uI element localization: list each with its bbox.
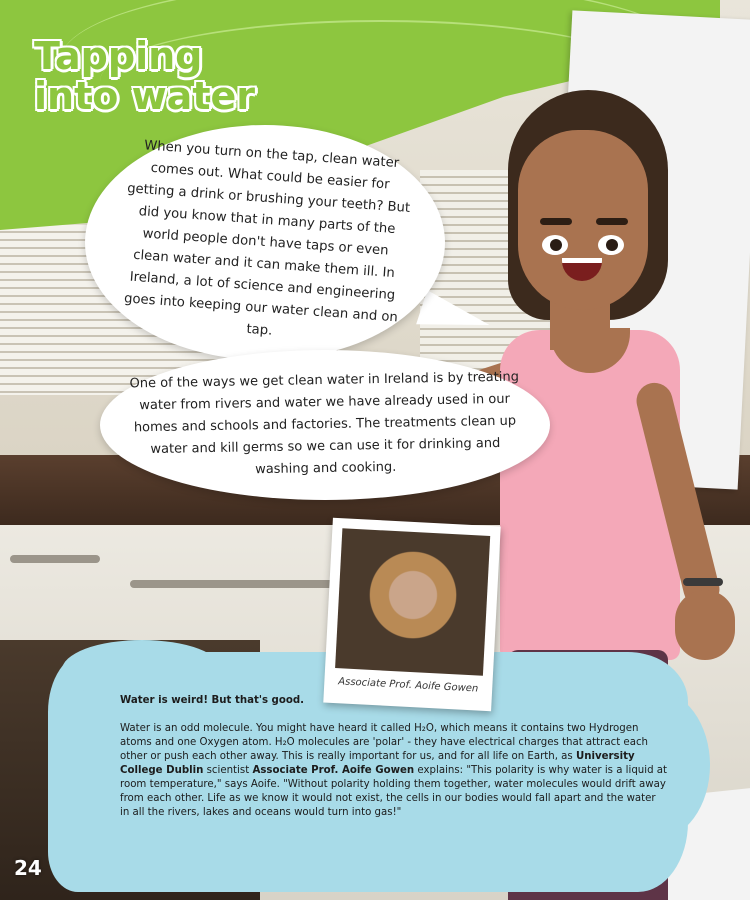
scientist-name: Associate Prof. Aoife Gowen	[252, 765, 415, 776]
info-text: Water is an odd molecule. You might have heard it called H₂O, which means it contains two Hydrogen atoms and one Oxygen atom. H₂O molecules are 'polar' - they have electrical charges that attract each other or push each other away. This is really important for us, and for all life on Earth, as	[120, 723, 648, 762]
portrait-image	[335, 528, 490, 676]
title-line-2: into water	[34, 74, 256, 118]
eye	[542, 235, 568, 255]
info-text-box	[120, 694, 668, 834]
cabinet-handle	[130, 580, 350, 588]
speech-bubble-treatment	[100, 350, 550, 500]
speech-bubble-treatment-text: One of the ways we get clean water in Ireland is by treating water from rivers and water we have already used in our homes and schools and factories. The treatments clean up water and kill germs so we can use it for drinking and washing and cooking.	[129, 369, 520, 478]
info-text: scientist	[203, 765, 253, 776]
water-splash-drop	[62, 640, 222, 700]
eye	[598, 235, 624, 255]
page-title	[34, 36, 255, 116]
cabinet-handle	[10, 555, 100, 563]
character-face	[518, 130, 648, 310]
university-name: University College Dublin	[120, 751, 635, 776]
info-heading: Water is weird! But that's good.	[120, 695, 305, 706]
eyebrow	[596, 218, 628, 225]
character-hand	[675, 590, 735, 660]
character-shirt	[500, 330, 680, 660]
title-line-1: Tapping	[34, 34, 203, 78]
speech-bubble-intro-text: When you turn on the tap, clean water comes out. What could be easier for getting a drink or brushing your teeth? But did you know that in many parts of the world people don't have taps or even clean water and it can make them ill. In Ireland, a lot of science and engineering goes into keeping our water clean and on tap.	[123, 137, 411, 339]
speech-bubble-intro	[85, 125, 445, 360]
eyebrow	[540, 218, 572, 225]
photo-caption: Associate Prof. Aoife Gowen	[338, 676, 479, 695]
bracelet	[683, 578, 723, 586]
page-number: 24	[14, 856, 42, 880]
scientist-photo	[323, 518, 500, 712]
info-paragraph	[120, 722, 668, 820]
info-text: explains: "This polarity is why water is a liquid at room temperature," says Aoife. "Without polarity holding them together, water molecules would drift away from each other. Life as we know it would not exist, the cells in our bodies would fall apart and the water in all the rivers, lakes and oceans would turn into gas!"	[120, 765, 668, 818]
